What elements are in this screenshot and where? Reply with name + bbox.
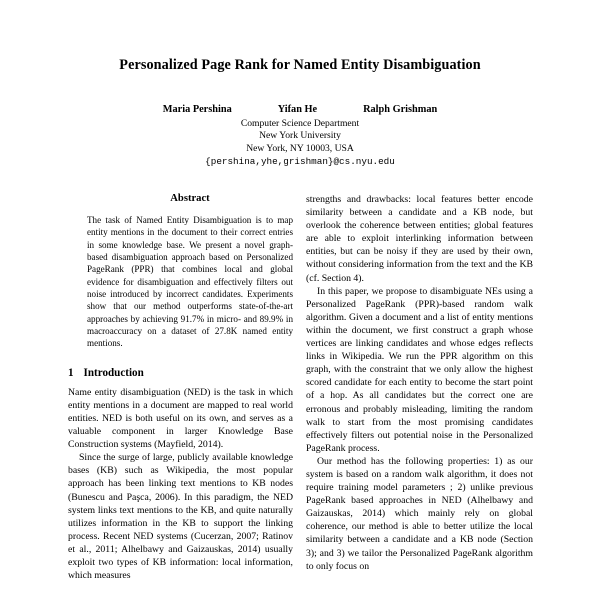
abstract-heading: Abstract xyxy=(170,193,210,204)
author-email: {pershina,yhe,grishman}@cs.nyu.edu xyxy=(205,156,395,168)
abstract-block xyxy=(87,193,293,350)
paragraph: Name entity disambiguation (NED) is the task in which entity mentions in a document are mapped to real world entities. NED is both useful on its own, and serves as a valuable component in larger Knowledge Base Construction systems (Mayfield, 2014). xyxy=(68,386,293,451)
abstract-text: The task of Named Entity Disambiguation is to map entity mentions in the document to their correct entries in some knowledge base. We present a novel graph-based disambiguation approach based on Personalized PageRank (PPR) that combines local and global evidence for disambiguation and effectively filters out noise introduced by incorrect candidates. Experiments show that our method outperforms state-of-the-art approaches by achieving 91.7% in micro- and 89.9% in macroaccuracy on a dataset of 27.8K named entity mentions. xyxy=(87,215,293,349)
right-column xyxy=(306,193,533,600)
author-list xyxy=(0,104,600,115)
paragraph: Since the surge of large, publicly available knowledge bases (KB) such as Wikipedia, the most popular approach has been linking text mentions to KB nodes (Bunescu and Paşca, 2006). In this paradigm, the NED system links text mentions to the KB, and quite naturally utilizes information in the KB to support the linking process. Recent NED systems (Cucerzan, 2007; Ratinov et al., 2011; Alhelbawy and Gaizauskas, 2014) usually exploit two types of KB information: local information, which measures xyxy=(68,452,293,582)
author-name: Yifan He xyxy=(277,104,318,115)
paragraph: In this paper, we propose to disambiguate NEs using a Personalized PageRank (PPR)-based random walk algorithm. Given a document and a list of entity mentions within the document, we first construct a graph whose vertices are linking candidates and whose edges reflects links in Wikipedia. We run the PPR algorithm on this graph, with the constraint that we only allow the highest scored candidate for each entity to become the start point of a hop. As all candidates but the correct one are erronous and probably misleading, limiting the random walk to start from the most promising candidates effectively filters out potential noise in the Personalized PageRank process. xyxy=(306,285,533,454)
author-name: Maria Pershina xyxy=(162,104,232,115)
paragraph: Our method has the following properties: 1) as our system is based on a random walk algorithm, it does not require training model parameters ; 2) unlike previous PageRank based approaches in NED (Alhelbawy and Gaizauskas, 2014) which mainly rely on global coherence, our method is able to better utilize the local similarity between a candidate and a KB node (Section 3); and 3) we tailor the Personalized PageRank algorithm to only focus on xyxy=(306,455,533,572)
section-title: Introduction xyxy=(83,366,144,379)
affiliation-department: Computer Science Department xyxy=(240,118,360,129)
affiliation-university: New York University xyxy=(259,130,341,142)
page-title: Personalized Page Rank for Named Entity Disambiguation xyxy=(119,57,481,73)
body-columns xyxy=(0,193,600,600)
affiliation-address: New York, NY 10003, USA xyxy=(246,142,354,154)
paragraph: strengths and drawbacks: local features better encode similarity between a candidate and a KB node, but overlook the coherence between entities; global features are able to exploit interlinking information between entities, but can be noisy if they are used by their own, without considering information from the text and the KB (cf. Section 4). xyxy=(306,194,533,284)
left-column xyxy=(68,193,293,600)
section-heading-introduction xyxy=(68,367,293,379)
author-name: Ralph Grishman xyxy=(363,104,438,115)
section-number: 1 xyxy=(68,366,74,379)
affiliation-block xyxy=(0,118,600,155)
